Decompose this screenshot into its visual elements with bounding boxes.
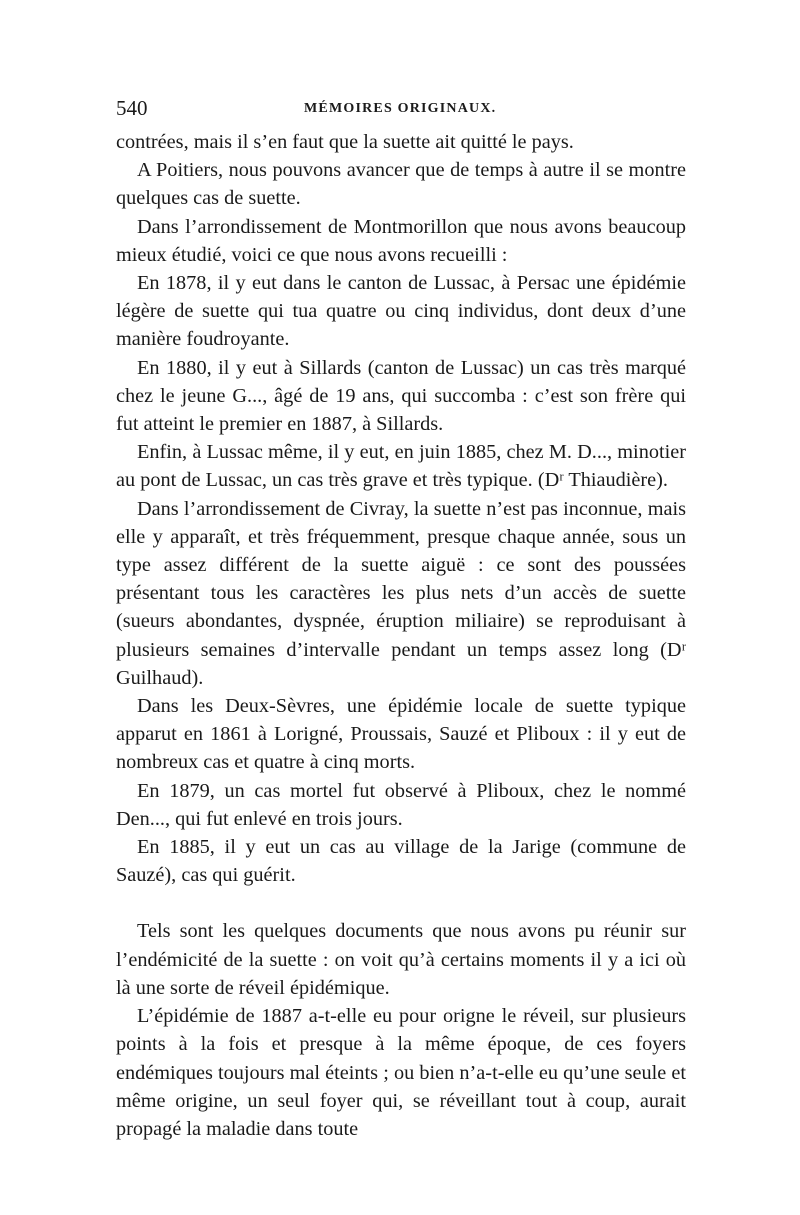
paragraph-6: Enfin, à Lussac même, il y eut, en juin 1885, chez M. D..., minotier au pont de Lussac, un cas très grave et très typique. (Dʳ Thiaudière). [116, 441, 686, 492]
paragraph-2: A Poitiers, nous pouvons avancer que de temps à autre il se montre quelques cas de suette. [116, 159, 686, 210]
running-title: MÉMOIRES ORIGINAUX. [304, 101, 497, 116]
paragraph-8: Dans les Deux-Sèvres, une épidémie locale de suette typique apparut en 1861 à Lorigné, Proussais, Sauzé et Pliboux : il y eut de nombreux cas et quatre à cinq morts. [116, 695, 686, 774]
body-text [116, 128, 686, 1143]
paragraph-5: En 1880, il y eut à Sillards (canton de Lussac) un cas très marqué chez le jeune G..., âgé de 19 ans, qui succomba : c’est son frère qui fut atteint le premier en 1887, à Sillards. [116, 356, 686, 436]
paragraph-7: Dans l’arrondissement de Civray, la suette n’est pas inconnue, mais elle y apparaît, et très fréquemment, presque chaque année, sous un type assez différent de la suette aiguë : ce sont des poussées présentant tous les caractères les plus nets d’un accès de suette (sueurs abondantes, dyspnée, éruption miliaire) se reproduisant à plusieurs semaines d’intervalle pendant un temps assez long (Dʳ Guilhaud). [116, 497, 686, 689]
page-number: 540 [116, 96, 148, 120]
paragraph-3: Dans l’arrondissement de Montmorillon que nous avons beaucoup mieux étudié, voici ce que nous avons recueilli : [116, 215, 686, 266]
running-head [116, 96, 696, 126]
paragraph-12: L’épidémie de 1887 a-t-elle eu pour origne le réveil, sur plusieurs points à la fois et presque à la même époque, de ces foyers endémiques toujours mal éteints ; ou bien n’a-t-elle eu qu’une seule et même origine, un seul foyer qui, se réveillant tout à coup, aurait propagé la maladie dans toute [116, 1005, 686, 1140]
paragraph-11: Tels sont les quelques documents que nous avons pu réunir sur l’endémicité de la suette : on voit qu’à certains moments il y a ici où là une sorte de réveil épidémique. [116, 920, 686, 999]
paragraph-4: En 1878, il y eut dans le canton de Lussac, à Persac une épidémie légère de suette qui tua quatre ou cinq individus, dont deux d’une manière foudroyante. [116, 272, 686, 351]
paragraph-1: contrées, mais il s’en faut que la suette ait quitté le pays. [116, 131, 574, 153]
paragraph-9: En 1879, un cas mortel fut observé à Pliboux, chez le nommé Den..., qui fut enlevé en trois jours. [116, 779, 686, 830]
paragraph-10: En 1885, il y eut un cas au village de la Jarige (commune de Sauzé), cas qui guérit. [116, 836, 686, 887]
